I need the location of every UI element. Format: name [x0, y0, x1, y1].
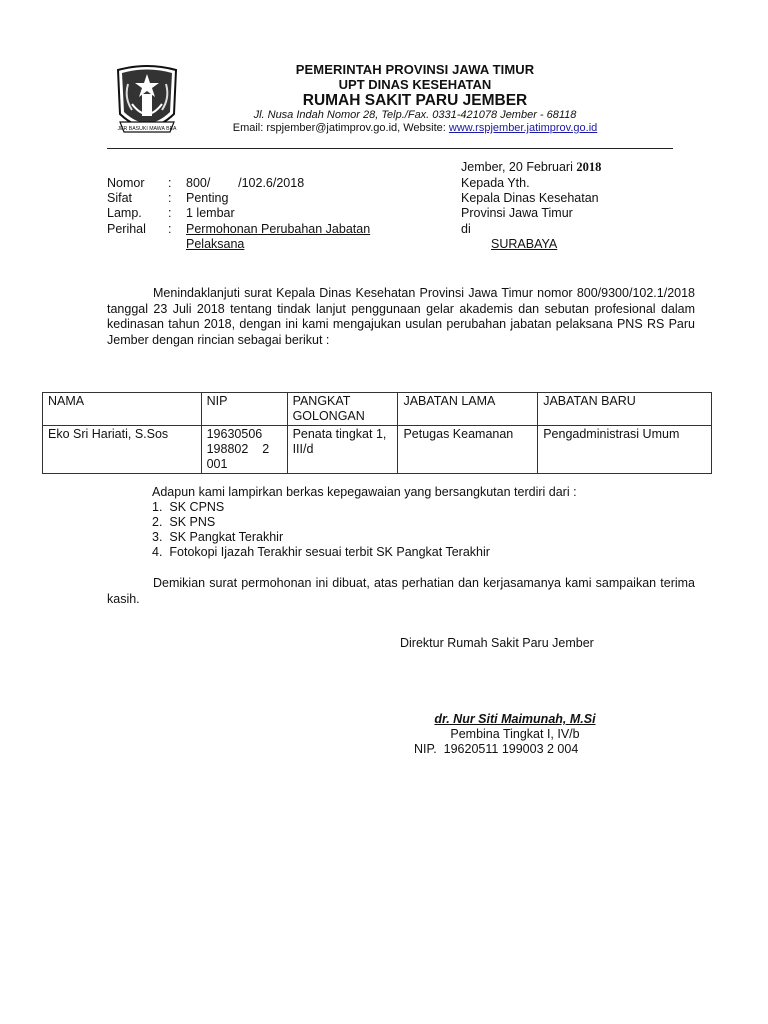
meta-colon: : — [168, 176, 172, 190]
east-java-emblem-logo — [110, 64, 184, 140]
meta-colon: : — [168, 191, 172, 205]
date-place: Jember, 20 Februari — [461, 160, 573, 174]
meta-colon: : — [168, 206, 172, 220]
letterhead-department: UPT DINAS KESEHATAN — [338, 77, 492, 92]
cell-pangkat: Penata tingkat 1, III/d — [287, 426, 398, 474]
recipient-di: di — [461, 222, 471, 236]
table-header: JABATAN BARU — [538, 393, 712, 426]
nip-line-2: 198802 2 — [206, 442, 270, 456]
meta-key-nomor: Nomor — [107, 176, 145, 190]
letterhead-address: Jl. Nusa Indah Nomor 28, Telp./Fax. 0331-421078 Jember - 68118 — [253, 109, 577, 121]
list-item — [152, 545, 490, 559]
table-header: NAMA — [43, 393, 202, 426]
meta-key-sifat: Sifat — [107, 191, 133, 205]
closing-paragraph: Demikian surat permohonan ini dibuat, atas perhatian dan kerjasamanya kami sampaikan terima kasih. — [107, 576, 695, 606]
table-header: PANGKAT GOLONGAN — [287, 393, 398, 426]
meta-key-lamp: Lamp. — [107, 206, 142, 220]
recipient-city: SURABAYA — [491, 237, 558, 251]
table-header: NIP — [201, 393, 287, 426]
list-number: 4. — [152, 545, 163, 559]
nip-label: NIP — [414, 742, 434, 756]
table-header: JABATAN LAMA — [398, 393, 538, 426]
recipient-salutation: Kepada Yth. — [461, 176, 530, 190]
cell-jabatan-lama: Petugas Keamanan — [398, 426, 538, 474]
date-year: 2018 — [576, 160, 602, 174]
nip-line-3: 001 — [206, 457, 228, 471]
letterhead-divider — [107, 148, 673, 149]
meta-key-perihal: Perihal — [107, 222, 146, 236]
signatory-nip — [414, 742, 578, 756]
letter-date — [461, 160, 601, 175]
meta-colon: : — [168, 222, 172, 236]
list-text: Fotokopi Ijazah Terakhir sesuai terbit SK Pangkat Terakhir — [169, 545, 490, 559]
meta-value-perihal: Permohonan Perubahan Jabatan — [186, 222, 371, 236]
signature-title: Direktur Rumah Sakit Paru Jember — [400, 636, 594, 650]
cell-nip — [201, 426, 287, 474]
list-item — [152, 530, 283, 544]
list-text: SK Pangkat Terakhir — [169, 530, 284, 544]
meta-value-sifat: Penting — [186, 191, 229, 205]
meta-value-nomor: 800/ /102.6/2018 — [186, 176, 305, 190]
list-number: 1. — [152, 500, 163, 514]
signatory-name: dr. Nur Siti Maimunah, M.Si — [434, 712, 596, 726]
list-item — [152, 515, 215, 529]
list-text: SK PNS — [169, 515, 216, 529]
table-header-row — [43, 393, 712, 426]
letterhead-hospital-name: RUMAH SAKIT PARU JEMBER — [302, 92, 528, 109]
email-text: Email: rspjember@jatimprov.go.id, Website: — [232, 122, 449, 134]
letterhead-government: PEMERINTAH PROVINSI JAWA TIMUR — [295, 62, 535, 77]
recipient-title: Kepala Dinas Kesehatan — [461, 191, 599, 205]
meta-value-perihal-2: Pelaksana — [186, 237, 245, 251]
employee-table — [42, 392, 712, 474]
svg-text:JER BASUKI MAWA BEA: JER BASUKI MAWA BEA — [117, 126, 177, 132]
cell-nama: Eko Sri Hariati, S.Sos — [43, 426, 202, 474]
list-text: SK CPNS — [169, 500, 225, 514]
attachments-intro: Adapun kami lampirkan berkas kepegawaian yang bersangkutan terdiri dari : — [152, 485, 577, 499]
nip-value: . 19620511 199003 2 004 — [433, 742, 579, 756]
cell-jabatan-baru: Pengadministrasi Umum — [538, 426, 712, 474]
table-row — [43, 426, 712, 474]
letterhead-contact — [200, 122, 630, 134]
body-intro-paragraph: Menindaklanjuti surat Kepala Dinas Kesehatan Provinsi Jawa Timur nomor 800/9300/102.1/2018 tanggal 23 Juli 2018 tentang tindak lanjut penggunaan gelar akademis dan sebutan profesional dalam kedinasan tahun 2018, dengan ini kami mengajukan usulan perubahan jabatan pelaksana PNS RS Paru Jember dengan rincian sebagai berikut : — [107, 286, 695, 347]
meta-value-lamp: 1 lembar — [186, 206, 235, 220]
website-link[interactable]: www.rspjember.jatimprov.go.id — [448, 122, 598, 134]
list-number: 2. — [152, 515, 163, 529]
list-item — [152, 500, 224, 514]
list-number: 3. — [152, 530, 163, 544]
signatory-rank: Pembina Tingkat I, IV/b — [450, 727, 580, 741]
recipient-province: Provinsi Jawa Timur — [461, 206, 573, 220]
nip-line-1: 19630506 — [206, 427, 263, 441]
